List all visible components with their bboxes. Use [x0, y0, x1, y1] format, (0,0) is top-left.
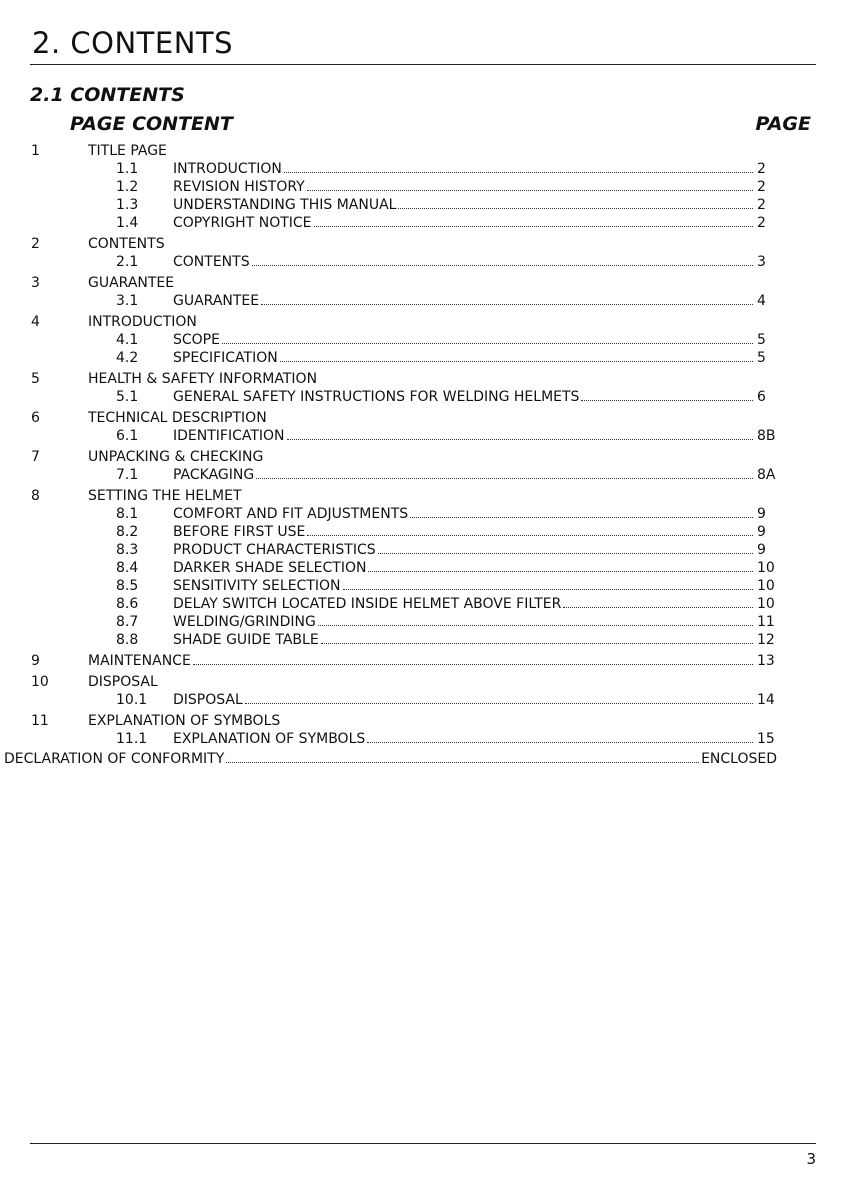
toc-page-number: 10 [757, 560, 775, 576]
toc-chapter-title[interactable]: TECHNICAL DESCRIPTION [88, 410, 267, 426]
toc-chapter-number: 2 [31, 236, 40, 252]
toc-declaration-leader [4, 750, 777, 768]
toc-chapter-number: 8 [31, 488, 40, 504]
toc-subsection-leader [173, 595, 755, 613]
toc-subsection-title[interactable]: SENSITIVITY SELECTION [173, 578, 341, 594]
toc-chapter-number: 9 [31, 653, 40, 669]
toc-page-number: 4 [757, 293, 766, 309]
toc-subsection-leader [173, 730, 755, 748]
toc-subsection-row [0, 427, 843, 445]
toc-subsection-row [0, 691, 843, 709]
section-heading: 2.1 CONTENTS [30, 84, 185, 106]
toc-subsection-row [0, 595, 843, 613]
toc-subsection-row [0, 730, 843, 748]
toc-chapter-row [0, 652, 843, 670]
toc-subsection-leader [173, 691, 755, 709]
dot-leader [226, 750, 699, 763]
toc-page-number: 10 [757, 578, 775, 594]
toc-chapter-row [0, 409, 843, 427]
toc-subsection-leader [173, 214, 755, 232]
toc-chapter-title[interactable]: GUARANTEE [88, 275, 175, 291]
dot-leader [410, 505, 753, 518]
toc-subsection-leader [173, 523, 755, 541]
toc-chapter-row [0, 487, 843, 505]
page-title: 2. CONTENTS [32, 26, 234, 60]
toc-subsection-number: 8.4 [116, 560, 139, 576]
toc-subsection-row [0, 541, 843, 559]
dot-leader [307, 178, 753, 191]
toc-subsection-leader [173, 613, 755, 631]
toc-subsection-number: 8.3 [116, 542, 139, 558]
toc-subsection-leader [173, 466, 755, 484]
toc-subsection-number: 8.8 [116, 632, 139, 648]
toc-subsection-row [0, 631, 843, 649]
toc-chapter-title[interactable]: DISPOSAL [88, 674, 158, 690]
toc-subsection-number: 1.4 [116, 215, 139, 231]
toc-subsection-number: 1.2 [116, 179, 139, 195]
dot-leader [284, 160, 753, 173]
dot-leader [398, 196, 753, 209]
dot-leader [307, 523, 753, 536]
toc-subsection-title[interactable]: SCOPE [173, 332, 220, 348]
toc-chapter-row [0, 448, 843, 466]
toc-subsection-leader [173, 196, 755, 214]
toc-subsection-number: 4.1 [116, 332, 139, 348]
column-header-page: PAGE [755, 113, 811, 135]
toc-subsection-leader [173, 178, 755, 196]
toc-subsection-row [0, 160, 843, 178]
dot-leader [287, 427, 753, 440]
column-header-content: PAGE CONTENT [70, 113, 233, 135]
dot-leader [261, 292, 753, 305]
dot-leader [368, 559, 753, 572]
toc-page-number: 5 [757, 350, 766, 366]
toc-subsection-row [0, 292, 843, 310]
toc-page-number: 2 [757, 197, 766, 213]
dot-leader [321, 631, 753, 644]
toc-subsection-number: 1.3 [116, 197, 139, 213]
toc-chapter-number: 1 [31, 143, 40, 159]
toc-subsection-leader [173, 505, 755, 523]
toc-page-number: 14 [757, 692, 775, 708]
toc-subsection-number: 2.1 [116, 254, 139, 270]
toc-subsection-title[interactable]: SHADE GUIDE TABLE [173, 632, 319, 648]
toc-page-number: 2 [757, 161, 766, 177]
toc-chapter-number: 11 [31, 713, 49, 729]
toc-subsection-row [0, 388, 843, 406]
toc-chapter-number: 4 [31, 314, 40, 330]
toc-subsection-title[interactable]: BEFORE FIRST USE [173, 524, 306, 540]
toc-page-number: 9 [757, 524, 766, 540]
toc-subsection-number: 8.6 [116, 596, 139, 612]
toc-page-number: 5 [757, 332, 766, 348]
dot-leader [563, 595, 753, 608]
toc-declaration-page: ENCLOSED [701, 751, 777, 767]
toc-subsection-title[interactable]: IDENTIFICATION [173, 428, 285, 444]
toc-subsection-title[interactable]: PACKAGING [173, 467, 255, 483]
toc-subsection-title[interactable]: REVISION HISTORY [173, 179, 305, 195]
toc-page-number: 11 [757, 614, 775, 630]
toc-chapter-title[interactable]: MAINTENANCE [88, 653, 191, 669]
toc-subsection-title[interactable]: CONTENTS [173, 254, 250, 270]
toc-subsection-number: 1.1 [116, 161, 139, 177]
toc-subsection-leader [173, 349, 755, 367]
toc-subsection-title[interactable]: WELDING/GRINDING [173, 614, 316, 630]
toc-chapter-number: 3 [31, 275, 40, 291]
toc-page-number: 15 [757, 731, 775, 747]
toc-declaration-row [0, 750, 843, 768]
dot-leader [193, 652, 753, 665]
toc-chapter-number: 10 [31, 674, 49, 690]
toc-subsection-row [0, 505, 843, 523]
toc-subsection-leader [173, 160, 755, 178]
toc-page-number: 8B [757, 428, 776, 444]
toc-chapter-title[interactable]: TITLE PAGE [88, 143, 167, 159]
dot-leader [256, 466, 753, 479]
toc-subsection-leader [173, 541, 755, 559]
toc-subsection-number: 7.1 [116, 467, 139, 483]
toc-chapter-row [0, 274, 843, 292]
dot-leader [280, 349, 753, 362]
toc-subsection-title[interactable]: COMFORT AND FIT ADJUSTMENTS [173, 506, 409, 522]
toc-page-number: 13 [757, 653, 775, 669]
toc-subsection-number: 3.1 [116, 293, 139, 309]
toc-page-number: 2 [757, 215, 766, 231]
toc-subsection-row [0, 178, 843, 196]
toc-subsection-title[interactable]: DISPOSAL [173, 692, 243, 708]
dot-leader [367, 730, 753, 743]
toc-subsection-number: 4.2 [116, 350, 139, 366]
toc-subsection-leader [173, 577, 755, 595]
toc-chapter-title[interactable]: UNPACKING & CHECKING [88, 449, 264, 465]
toc-page-number: 12 [757, 632, 775, 648]
toc-subsection-row [0, 466, 843, 484]
toc-subsection-number: 6.1 [116, 428, 139, 444]
toc-subsection-number: 5.1 [116, 389, 139, 405]
toc-chapter-title[interactable]: HEALTH & SAFETY INFORMATION [88, 371, 318, 387]
toc-chapter-title[interactable]: SETTING THE HELMET [88, 488, 242, 504]
toc-subsection-leader [173, 253, 755, 271]
toc-subsection-row [0, 559, 843, 577]
dot-leader [245, 691, 753, 704]
page-number: 3 [806, 1150, 816, 1168]
dot-leader [314, 214, 753, 227]
toc-subsection-title[interactable]: GUARANTEE [173, 293, 260, 309]
toc-subsection-leader [173, 292, 755, 310]
toc-chapter-number: 7 [31, 449, 40, 465]
toc-subsection-leader [173, 427, 755, 445]
toc-page-number: 3 [757, 254, 766, 270]
toc-subsection-number: 8.7 [116, 614, 139, 630]
toc-chapter-leader [88, 652, 755, 670]
toc-subsection-number: 8.2 [116, 524, 139, 540]
toc-chapter-row [0, 142, 843, 160]
dot-leader [378, 541, 753, 554]
dot-leader [581, 388, 753, 401]
toc-chapter-row [0, 235, 843, 253]
toc-subsection-title[interactable]: EXPLANATION OF SYMBOLS [173, 731, 366, 747]
toc-chapter-title[interactable]: EXPLANATION OF SYMBOLS [88, 713, 281, 729]
toc-subsection-number: 8.5 [116, 578, 139, 594]
toc-page-number: 6 [757, 389, 766, 405]
toc-subsection-row [0, 214, 843, 232]
toc-subsection-title[interactable]: UNDERSTANDING THIS MANUAL [173, 197, 397, 213]
toc-subsection-number: 8.1 [116, 506, 139, 522]
toc-subsection-title[interactable]: DARKER SHADE SELECTION [173, 560, 367, 576]
toc-subsection-leader [173, 559, 755, 577]
toc-page-number: 8A [757, 467, 776, 483]
toc-subsection-leader [173, 331, 755, 349]
toc-subsection-row [0, 349, 843, 367]
toc-subsection-title[interactable]: INTRODUCTION [173, 161, 282, 177]
toc-subsection-number: 11.1 [116, 731, 148, 747]
toc-page-number: 9 [757, 506, 766, 522]
toc-page-number: 2 [757, 179, 766, 195]
toc-subsection-title[interactable]: DELAY SWITCH LOCATED INSIDE HELMET ABOVE FILTER [173, 596, 562, 612]
toc-chapter-number: 5 [31, 371, 40, 387]
toc-subsection-row [0, 253, 843, 271]
toc-subsection-title[interactable]: COPYRIGHT NOTICE [173, 215, 312, 231]
toc-subsection-leader [173, 388, 755, 406]
toc-subsection-leader [173, 631, 755, 649]
toc-subsection-number: 10.1 [116, 692, 148, 708]
toc-chapter-title[interactable]: CONTENTS [88, 236, 165, 252]
toc-chapter-row [0, 712, 843, 730]
toc-page-number: 9 [757, 542, 766, 558]
toc-subsection-row [0, 577, 843, 595]
toc-subsection-title[interactable]: PRODUCT CHARACTERISTICS [173, 542, 376, 558]
toc-chapter-row [0, 313, 843, 331]
toc-subsection-row [0, 613, 843, 631]
footer-divider [30, 1143, 816, 1144]
toc-subsection-row [0, 196, 843, 214]
dot-leader [343, 577, 754, 590]
dot-leader [318, 613, 753, 626]
title-divider [30, 64, 816, 65]
toc-page-number: 10 [757, 596, 775, 612]
toc-chapter-row [0, 673, 843, 691]
toc-subsection-row [0, 523, 843, 541]
toc-declaration-title[interactable]: DECLARATION OF CONFORMITY [4, 751, 225, 767]
toc-subsection-title[interactable]: SPECIFICATION [173, 350, 278, 366]
toc-chapter-number: 6 [31, 410, 40, 426]
dot-leader [252, 253, 753, 266]
toc-chapter-title[interactable]: INTRODUCTION [88, 314, 197, 330]
table-of-contents [0, 142, 843, 768]
toc-chapter-row [0, 370, 843, 388]
toc-subsection-row [0, 331, 843, 349]
dot-leader [222, 331, 753, 344]
toc-subsection-title[interactable]: GENERAL SAFETY INSTRUCTIONS FOR WELDING HELMETS [173, 389, 580, 405]
